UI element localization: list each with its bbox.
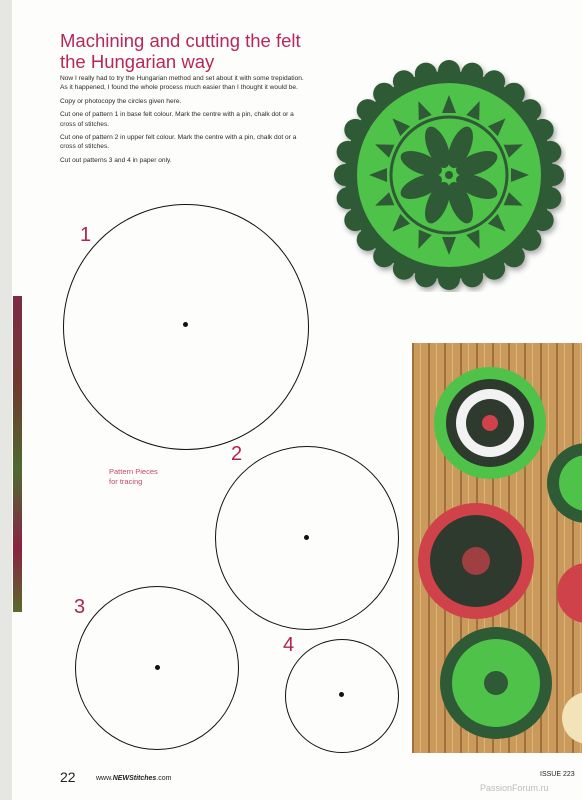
instructions (60, 74, 310, 169)
pattern-number: 1 (80, 224, 92, 246)
centre-dot (339, 692, 344, 697)
page-title: Machining and cutting the felt the Hungarian way (60, 30, 301, 72)
paragraph: Cut out patterns 3 and 4 in paper only. (60, 156, 172, 164)
centre-dot (155, 665, 160, 670)
website-url (96, 775, 171, 782)
coaster-green-red (434, 367, 546, 479)
issue-number: ISSUE 223 (540, 771, 575, 778)
pattern-caption (109, 467, 158, 487)
paragraph: Cut one of pattern 1 in base felt colour. Mark the centre with a pin, chalk dot or a cross of stitches. (60, 111, 294, 128)
paragraph: Cut one of pattern 2 in upper felt colour. Mark the centre with a pin, chalk dot or a cross of stitches. (60, 134, 297, 151)
url-brand: NEWStitches (112, 775, 157, 782)
page-spine (0, 0, 12, 800)
caption-line: Pattern Pieces (109, 467, 158, 476)
pattern-number: 3 (74, 596, 86, 618)
coaster-dark-green (440, 627, 552, 739)
caption-line: for tracing (109, 477, 143, 486)
pattern-number: 4 (283, 634, 295, 656)
felt-doily-photo (332, 58, 566, 292)
page-number: 22 (60, 769, 76, 785)
paragraph: Now I really had to try the Hungarian method and set about it with some trepidation. As it happened, I found the whole process much easier than I thought it would be. (60, 75, 304, 92)
url-suffix: .com (156, 775, 172, 782)
watermark: PassionForum.ru (480, 783, 549, 793)
spine-photo-strip (13, 296, 22, 612)
url-prefix: www. (96, 775, 113, 782)
coaster-red (418, 503, 534, 619)
centre-dot (183, 322, 188, 327)
pattern-number: 2 (231, 443, 243, 465)
coasters-on-bamboo-photo (412, 343, 582, 753)
pattern-circle-1 (63, 204, 309, 450)
paragraph: Copy or photocopy the circles given here. (60, 97, 182, 105)
centre-dot (304, 535, 309, 540)
